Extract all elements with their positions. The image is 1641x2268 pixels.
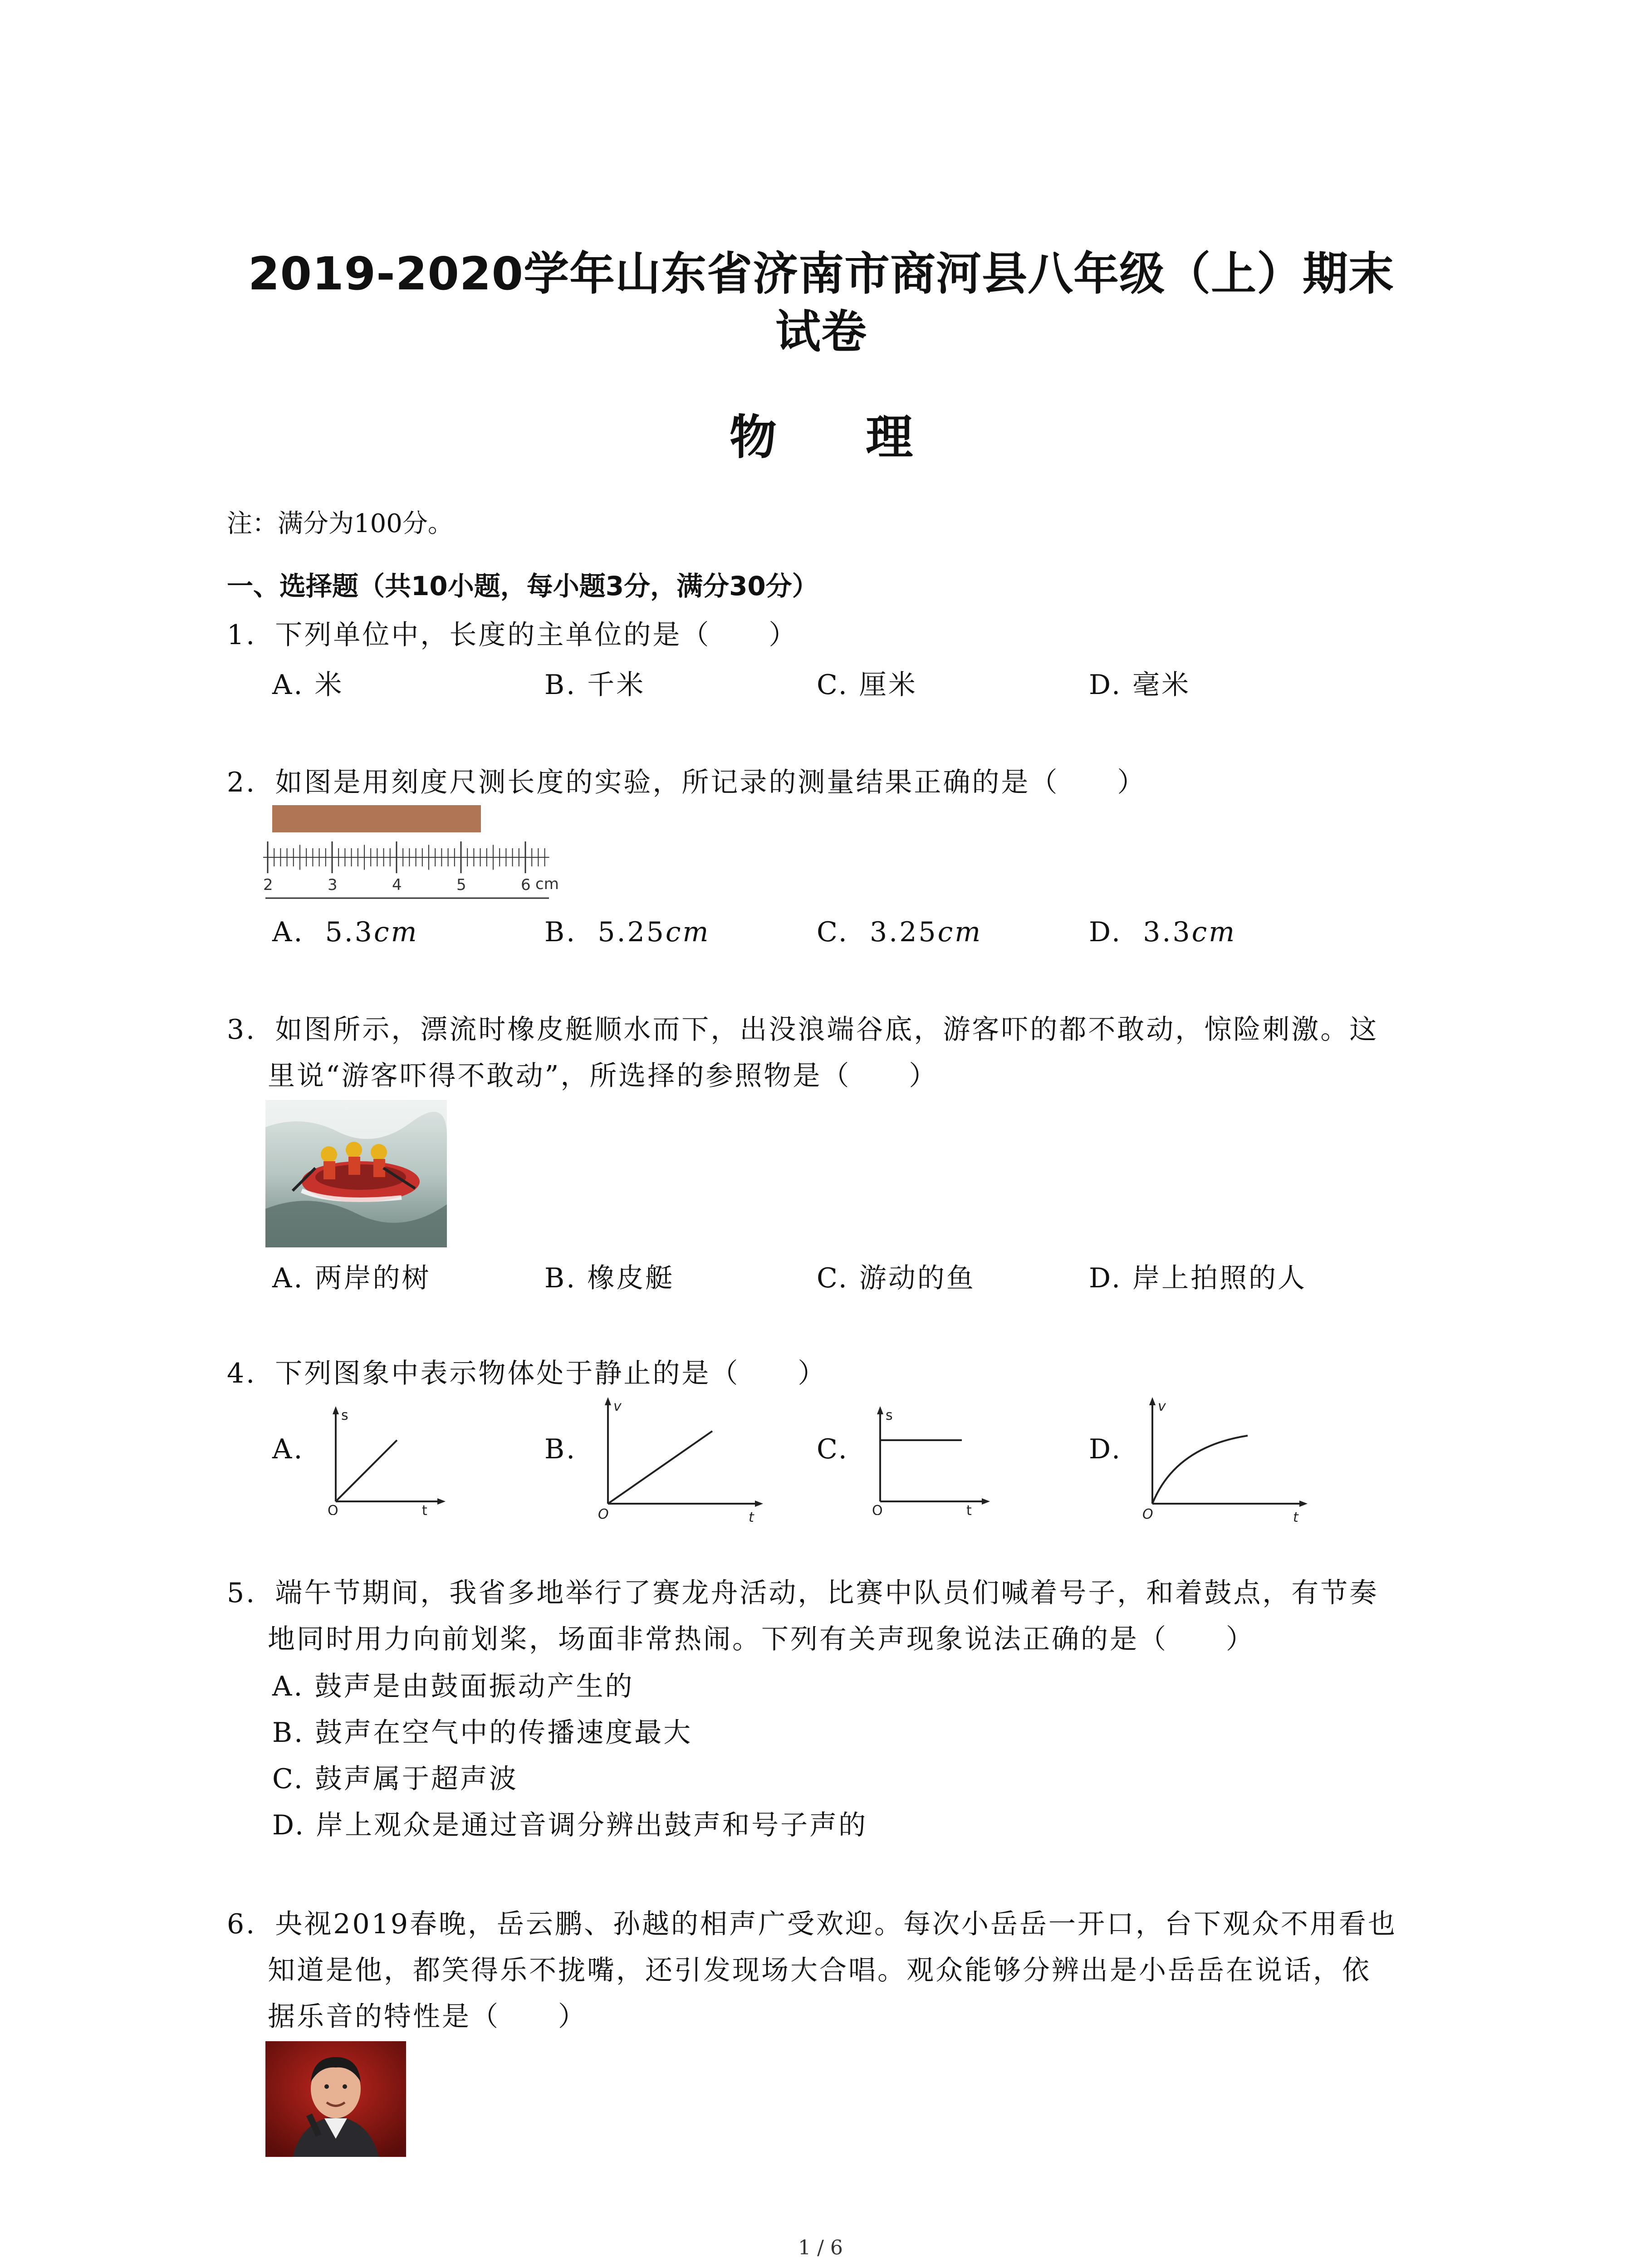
option-b[interactable]: B. 5.25cm (544, 916, 710, 948)
svg-text:v: v (1158, 1398, 1166, 1414)
section-heading: 一、选择题（共10小题，每小题3分，满分30分） (227, 571, 818, 601)
svg-text:O: O (598, 1506, 609, 1522)
page-number: 1 / 6 (798, 2236, 843, 2259)
question-text: 央视2019春晚，岳云鹏、孙越的相声广受欢迎。每次小岳岳一开口，台下观众不用看也 (275, 1908, 1397, 1940)
option-a[interactable]: A. 米 (272, 669, 344, 701)
ruler-unit: cm (535, 875, 559, 893)
question-6 (227, 1901, 1397, 1947)
measured-object (272, 805, 481, 832)
exam-title-line1: 2019-2020学年山东省济南市商河县八年级（上）期末 (248, 247, 1395, 300)
question-1 (227, 612, 798, 658)
question-text-cont: 地同时用力向前划桨，场面非常热闹。下列有关声现象说法正确的是（ ） (268, 1623, 1255, 1655)
question-text: 如图是用刻度尺测长度的实验，所记录的测量结果正确的是（ ） (275, 767, 1146, 798)
question-number: 2. (227, 767, 257, 798)
question-3 (227, 1007, 1378, 1052)
svg-text:t: t (1293, 1510, 1298, 1524)
option-a[interactable]: A. 5.3cm (272, 916, 419, 948)
question-number: 1. (227, 619, 257, 651)
graph-d (1134, 1393, 1316, 1524)
question-text-cont: 知道是他，都笑得乐不拢嘴，还引发现场大合唱。观众能够分辨出是小岳岳在说话，依 (268, 1955, 1371, 1986)
option-d[interactable]: D. 岸上观众是通过音调分辨出鼓声和号子声的 (272, 1809, 868, 1841)
question-2 (227, 760, 1146, 805)
option-c[interactable]: C. 鼓声属于超声波 (272, 1763, 518, 1795)
option-c[interactable]: C. 3.25cm (817, 916, 983, 948)
question-number: 3. (227, 1014, 257, 1046)
question-text: 下列图象中表示物体处于静止的是（ ） (275, 1358, 827, 1389)
option-d[interactable]: D. 毫米 (1089, 669, 1191, 701)
svg-text:t: t (966, 1503, 972, 1515)
ruler-labels (263, 876, 531, 894)
graph-a (318, 1402, 454, 1515)
question-number: 6. (227, 1908, 257, 1940)
question-text: 下列单位中，长度的主单位的是（ ） (275, 619, 798, 651)
option-b[interactable]: B. 千米 (544, 669, 646, 701)
ruler-label: 5 (456, 876, 466, 894)
option-c[interactable]: C. 厘米 (817, 669, 917, 701)
svg-text:s: s (341, 1408, 348, 1423)
option-d[interactable]: D. 3.3cm (1089, 916, 1237, 948)
ruler-label: 3 (328, 876, 338, 894)
option-a[interactable]: A. 鼓声是由鼓面振动产生的 (272, 1671, 634, 1702)
question-text-cont: 里说“游客吓得不敢动”，所选择的参照物是（ ） (268, 1060, 938, 1092)
exam-title-line2: 试卷 (775, 305, 867, 358)
rafting-photo (265, 1100, 447, 1247)
graph-line (608, 1431, 712, 1504)
svg-text:s: s (886, 1408, 893, 1423)
question-text: 端午节期间，我省多地举行了赛龙舟活动，比赛中队员们喊着号子，和着鼓点，有节奏 (275, 1577, 1379, 1609)
question-number: 5. (227, 1577, 257, 1609)
option-b[interactable]: B. 橡皮艇 (544, 1262, 675, 1294)
svg-text:O: O (328, 1503, 338, 1515)
option-c[interactable]: C. (817, 1433, 849, 1465)
option-b[interactable]: B. 鼓声在空气中的传播速度最大 (272, 1717, 693, 1749)
option-a[interactable]: A. 两岸的树 (272, 1262, 431, 1294)
score-note: 注：满分为100分。 (227, 509, 453, 538)
question-text-cont: 据乐音的特性是（ ） (268, 2001, 587, 2033)
exam-title (163, 245, 1479, 361)
graph-b (590, 1393, 771, 1524)
option-d[interactable]: D. 岸上拍照的人 (1089, 1262, 1307, 1294)
option-c[interactable]: C. 游动的鱼 (817, 1262, 975, 1294)
option-a[interactable]: A. (272, 1433, 304, 1465)
subject-heading: 物 理 (729, 410, 950, 465)
ruler-figure (259, 803, 576, 912)
ruler-label: 4 (392, 876, 402, 894)
ruler-label: 2 (263, 876, 273, 894)
question-5 (227, 1570, 1378, 1616)
svg-text:t: t (749, 1510, 754, 1524)
ruler-ticks (263, 841, 549, 873)
svg-text:t: t (422, 1503, 427, 1515)
question-number: 4. (227, 1358, 257, 1389)
performer-photo (265, 2041, 406, 2157)
graph-curve (1152, 1436, 1248, 1504)
graph-line (336, 1440, 397, 1501)
option-d[interactable]: D. (1089, 1433, 1122, 1465)
question-text: 如图所示，漂流时橡皮艇顺水而下，出没浪端谷底，游客吓的都不敢动，惊险刺激。这 (275, 1014, 1379, 1046)
graph-c (862, 1402, 998, 1515)
question-4 (227, 1351, 827, 1396)
option-b[interactable]: B. (544, 1433, 577, 1465)
svg-text:v: v (613, 1398, 622, 1414)
svg-text:O: O (872, 1503, 883, 1515)
svg-text:O: O (1142, 1506, 1153, 1522)
ruler-label: 6 (521, 876, 531, 894)
